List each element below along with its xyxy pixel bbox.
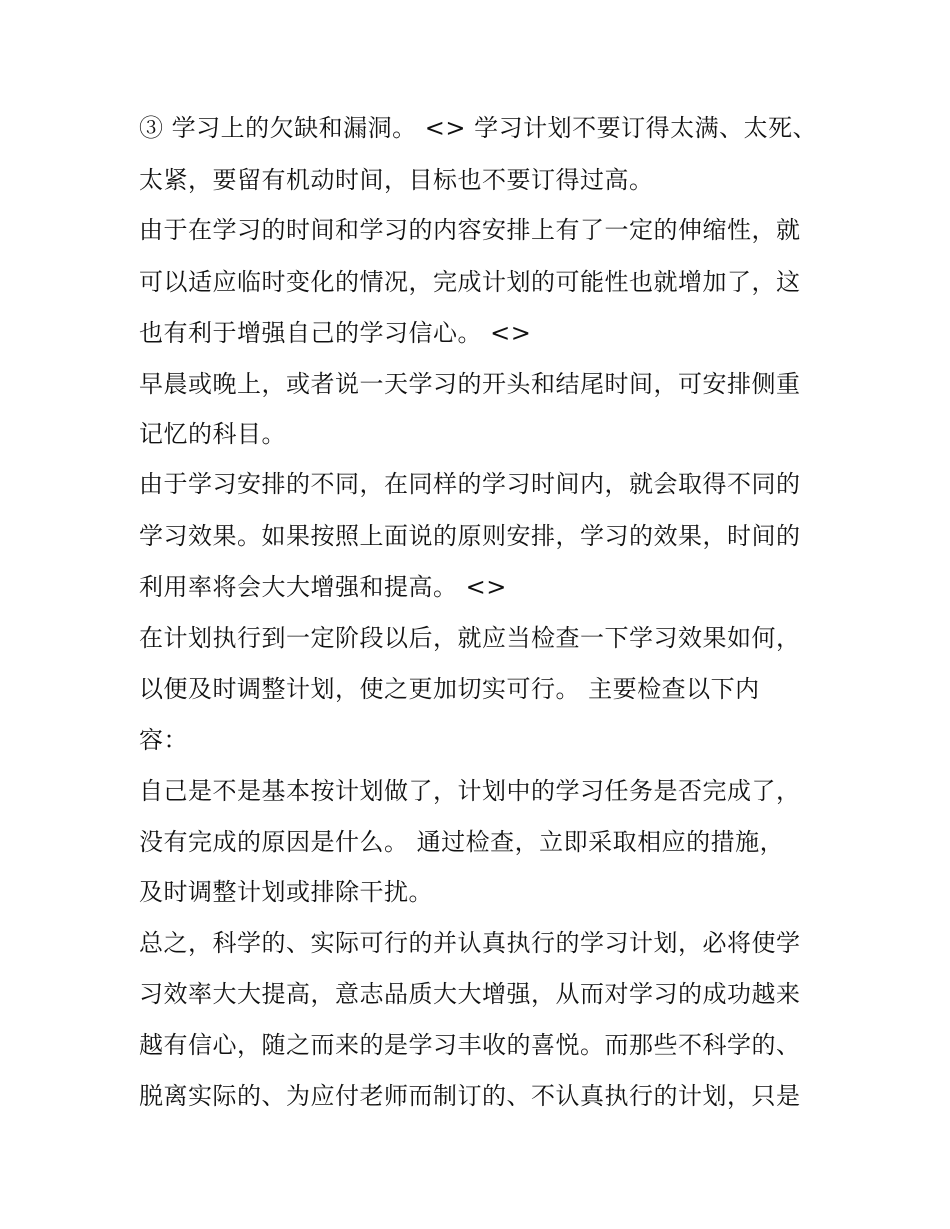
text-line: 越有信心，随之而来的是学习丰收的喜悦。而那些不科学的、 xyxy=(139,1031,801,1059)
text-line: 自己是不是基本按计划做了，计划中的学习任务是否完成了， xyxy=(139,777,801,805)
text-line: 可以适应临时变化的情况，完成计划的可能性也就增加了，这 xyxy=(139,268,801,296)
text-line: 由于在学习的时间和学习的内容安排上有了一定的伸缩性，就 xyxy=(139,216,801,244)
text-line: 以便及时调整计划，使之更加切实可行。 主要检查以下内 xyxy=(139,675,760,703)
text-line: 早晨或晚上，或者说一天学习的开头和结尾时间，可安排侧重 xyxy=(139,370,801,398)
text-line: 由于学习安排的不同，在同样的学习时间内，就会取得不同的 xyxy=(139,470,801,498)
text-line: 容： xyxy=(139,726,188,754)
text-line: 也有利于增强自己的学习信心。 <> xyxy=(139,319,532,347)
text-line: 习效率大大提高，意志品质大大增强，从而对学习的成功越来 xyxy=(139,980,801,1008)
text-line: 利用率将会大大增强和提高。 <> xyxy=(139,573,507,601)
text-line: 记忆的科目。 xyxy=(139,420,286,448)
text-line: 及时调整计划或排除干扰。 xyxy=(139,878,433,906)
text-line: 太紧，要留有机动时间，目标也不要订得过高。 xyxy=(139,166,654,194)
text-line: 没有完成的原因是什么。 通过检查，立即采取相应的措施， xyxy=(139,828,785,856)
text-line: 总之，科学的、实际可行的并认真执行的学习计划，必将使学 xyxy=(139,929,801,957)
text-line: 脱离实际的、为应付老师而制订的、不认真执行的计划，只是 xyxy=(139,1082,801,1110)
text-line: 在计划执行到一定阶段以后，就应当检查一下学习效果如何， xyxy=(139,624,801,652)
text-line: ③ 学习上的欠缺和漏洞。 <> 学习计划不要订得太满、太死、 xyxy=(139,114,818,142)
text-line: 学习效果。如果按照上面说的原则安排，学习的效果，时间的 xyxy=(139,522,801,550)
